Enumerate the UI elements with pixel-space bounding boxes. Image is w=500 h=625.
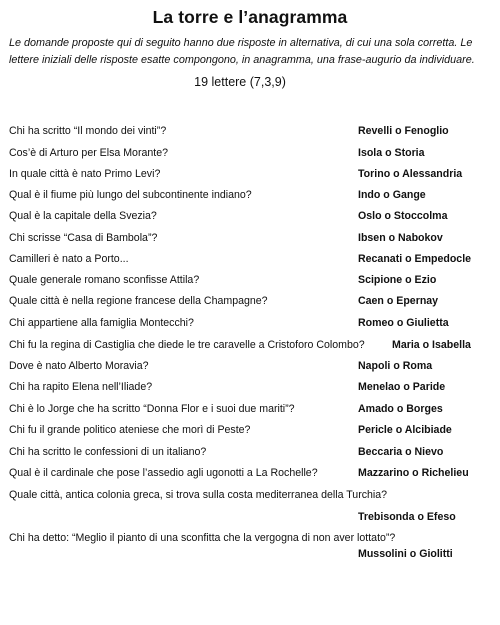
answer-options: Indo o Gange <box>358 189 426 201</box>
question: Chi fu il grande politico ateniese che morì di Peste? <box>9 424 251 436</box>
answer-options: Scipione o Ezio <box>358 274 437 286</box>
question: Qual è il fiume più lungo del subcontinente indiano? <box>9 189 252 201</box>
question: Qual è la capitale della Svezia? <box>9 210 157 222</box>
answer-options: Ibsen o Nabokov <box>358 232 443 244</box>
answer-options: Trebisonda o Efeso <box>358 511 456 523</box>
question: Chi ha detto: “Meglio il pianto di una sconfitta che la vergogna di non aver lottato”? <box>9 532 396 544</box>
answer-options: Isola o Storia <box>358 147 425 159</box>
answer-options: Maria o Isabella <box>392 339 471 351</box>
question: Qual è il cardinale che pose l’assedio agli ugonotti a La Rochelle? <box>9 467 318 479</box>
answer-options: Oslo o Stoccolma <box>358 210 448 222</box>
question: Chi ha scritto “Il mondo dei vinti”? <box>9 125 167 137</box>
question: Chi ha scritto le confessioni di un italiano? <box>9 446 207 458</box>
question: Chi ha rapito Elena nell’Iliade? <box>9 381 153 393</box>
answer-options: Pericle o Alcibiade <box>358 424 452 436</box>
answer-options: Romeo o Giulietta <box>358 317 449 329</box>
question: Chi fu la regina di Castiglia che diede le tre caravelle a Cristoforo Colombo? <box>9 339 365 351</box>
answer-options: Recanati o Empedocle <box>358 253 472 265</box>
question: Cos’è di Arturo per Elsa Morante? <box>9 147 168 159</box>
question: Chi è lo Jorge che ha scritto “Donna Flor e i suoi due mariti”? <box>9 403 295 415</box>
answer-options: Torino o Alessandria <box>358 168 463 180</box>
answer-options: Menelao o Paride <box>358 381 446 393</box>
question: Dove è nato Alberto Moravia? <box>9 360 149 372</box>
answer-options: Revelli o Fenoglio <box>358 125 449 137</box>
question: Chi scrisse “Casa di Bambola”? <box>9 232 158 244</box>
question: Quale città è nella regione francese della Champagne? <box>9 295 268 307</box>
answer-options: Beccaria o Nievo <box>358 446 444 458</box>
answer-options: Mazzarino o Richelieu <box>358 467 469 479</box>
question: In quale città è nato Primo Levi? <box>9 168 161 180</box>
question: Chi appartiene alla famiglia Montecchi? <box>9 317 194 329</box>
intro-paragraph: Le domande proposte qui di seguito hanno due risposte in alternativa, di cui una sola corretta. Le lettere iniziali delle risposte esatte compongono, in anagramma, una frase-augurio da individuare. <box>9 37 475 66</box>
answer-options: Amado o Borges <box>358 403 443 415</box>
answer-options: Caen o Epernay <box>358 295 439 307</box>
answer-options: Napoli o Roma <box>358 360 433 372</box>
answer-options: Mussolini o Giolitti <box>358 548 453 560</box>
question: Quale generale romano sconfisse Attila? <box>9 274 200 286</box>
question: Camilleri è nato a Porto... <box>9 253 129 265</box>
letter-count: 19 lettere (7,3,9) <box>194 75 286 89</box>
page-title: La torre e l’anagramma <box>152 7 348 27</box>
question: Quale città, antica colonia greca, si trova sulla costa mediterranea della Turchia? <box>9 489 388 501</box>
